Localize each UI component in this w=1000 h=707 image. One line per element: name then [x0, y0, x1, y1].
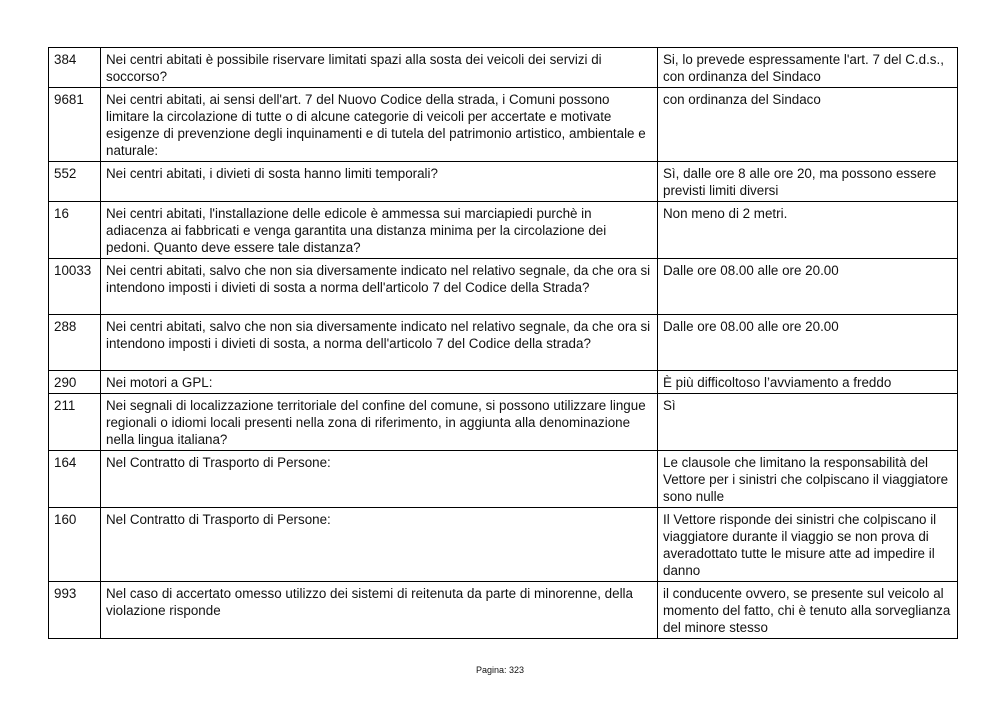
question-id: 164: [49, 451, 101, 508]
question-id: 16: [49, 202, 101, 259]
question-text: Nei motori a GPL:: [101, 371, 658, 394]
answer-text: Sì, dalle ore 8 alle ore 20, ma possono essere previsti limiti diversi: [658, 162, 958, 202]
answer-text: È più difficoltoso l’avviamento a freddo: [658, 371, 958, 394]
answer-text: Il Vettore risponde dei sinistri che colpiscano il viaggiatore durante il viaggio se non prova di averadottato tutte le misure atte ad impedire il danno: [658, 508, 958, 582]
question-text: Nei centri abitati, salvo che non sia diversamente indicato nel relativo segnale, da che ora si intendono imposti i divieti di sosta a norma dell'articolo 7 del Codice della Strada?: [101, 259, 658, 315]
table-row: [49, 451, 958, 508]
answer-text: Dalle ore 08.00 alle ore 20.00: [658, 259, 958, 315]
question-text: Nei segnali di localizzazione territoriale del confine del comune, si possono utilizzare lingue regionali o idiomi locali presenti nella zona di riferimento, in aggiunta alla denominazione nella lingua italiana?: [101, 394, 658, 451]
question-text: Nei centri abitati, l'installazione delle edicole è ammessa sui marciapiedi purchè in adiacenza ai fabbricati e venga garantita una distanza minima per la circolazione dei pedoni. Quanto deve essere tale distanza?: [101, 202, 658, 259]
question-id: 160: [49, 508, 101, 582]
question-id: 552: [49, 162, 101, 202]
table-row: [49, 582, 958, 639]
question-id: 993: [49, 582, 101, 639]
question-id: 9681: [49, 88, 101, 162]
table-row: [49, 394, 958, 451]
question-id: 288: [49, 315, 101, 371]
question-id: 211: [49, 394, 101, 451]
answer-text: Non meno di 2 metri.: [658, 202, 958, 259]
question-id: 290: [49, 371, 101, 394]
question-id: 384: [49, 48, 101, 88]
page-number: Pagina: 323: [475, 665, 525, 675]
answer-text: Si, lo prevede espressamente l'art. 7 del C.d.s., con ordinanza del Sindaco: [658, 48, 958, 88]
table-row: [49, 162, 958, 202]
questions-table-body: [49, 48, 958, 639]
answer-text: con ordinanza del Sindaco: [658, 88, 958, 162]
question-text: Nei centri abitati, salvo che non sia diversamente indicato nel relativo segnale, da che ora si intendono imposti i divieti di sosta, a norma dell'articolo 7 del Codice della strada?: [101, 315, 658, 371]
table-row: [49, 202, 958, 259]
question-text: Nel Contratto di Trasporto di Persone:: [101, 451, 658, 508]
question-text: Nel caso di accertato omesso utilizzo dei sistemi di reitenuta da parte di minorenne, della violazione risponde: [101, 582, 658, 639]
table-row: [49, 88, 958, 162]
question-text: Nel Contratto di Trasporto di Persone:: [101, 508, 658, 582]
table-row: [49, 315, 958, 371]
question-text: Nei centri abitati è possibile riservare limitati spazi alla sosta dei veicoli dei servizi di soccorso?: [101, 48, 658, 88]
answer-text: il conducente ovvero, se presente sul veicolo al momento del fatto, chi è tenuto alla sorveglianza del minore stesso: [658, 582, 958, 639]
question-text: Nei centri abitati, ai sensi dell'art. 7 del Nuovo Codice della strada, i Comuni possono limitare la circolazione di tutte o di alcune categorie di veicoli per accertate e motivate esigenze di prevenzione degli inquinamenti e di tutela del patrimonio artistico, ambientale e naturale:: [101, 88, 658, 162]
answer-text: Sì: [658, 394, 958, 451]
answer-text: Le clausole che limitano la responsabilità del Vettore per i sinistri che colpiscano il viaggiatore sono nulle: [658, 451, 958, 508]
table-row: [49, 371, 958, 394]
table-row: [49, 48, 958, 88]
answer-text: Dalle ore 08.00 alle ore 20.00: [658, 315, 958, 371]
table-row: [49, 259, 958, 315]
question-text: Nei centri abitati, i divieti di sosta hanno limiti temporali?: [101, 162, 658, 202]
questions-table: [48, 47, 958, 639]
table-row: [49, 508, 958, 582]
question-id: 10033: [49, 259, 101, 315]
